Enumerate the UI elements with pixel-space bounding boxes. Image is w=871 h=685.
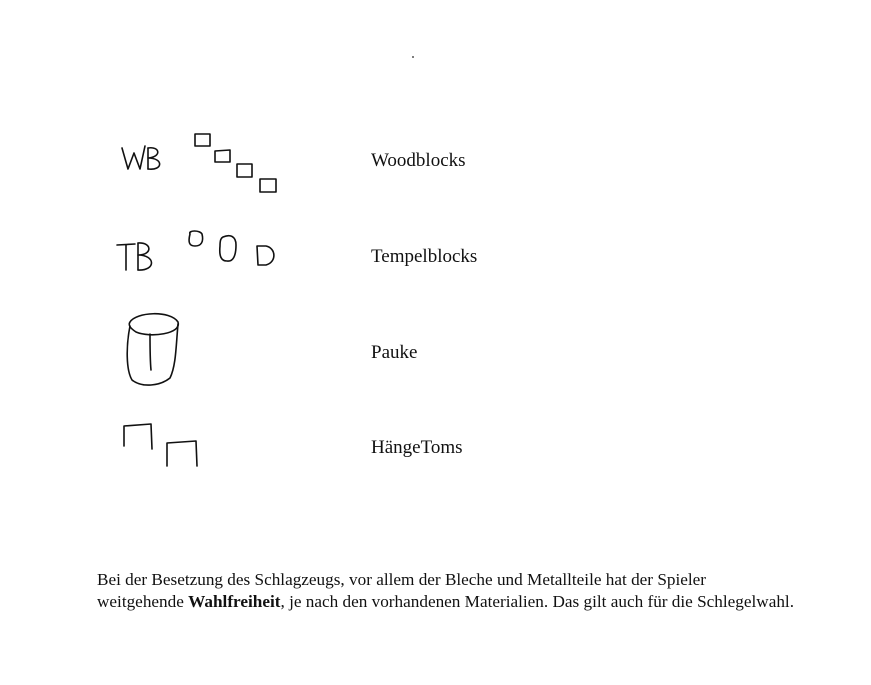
woodblocks-sketch-icon: [195, 134, 276, 192]
note-text-before: Bei der Besetzung des Schlagzeugs, vor allem der Bleche und Metallteile hat der Spieler weitgehende: [97, 570, 715, 612]
pauke-label: Pauke: [371, 342, 418, 363]
woodblocks-label: Woodblocks: [371, 150, 466, 171]
performance-note: [97, 569, 797, 613]
tb-handwritten-abbr: [117, 243, 152, 270]
pauke-drum-sketch-icon: [127, 314, 178, 385]
tempelblocks-label: Tempelblocks: [371, 246, 478, 267]
note-emphasis: Wahlfreiheit: [188, 592, 281, 612]
haengetoms-sketch-icon: [124, 424, 197, 466]
wb-handwritten-abbr: [122, 146, 160, 169]
haengetoms-label: HängeToms: [371, 437, 463, 458]
note-text-after: , je nach den vorhandenen Materialien. Das gilt auch für die Schlegelwahl.: [280, 592, 794, 612]
tempelblocks-sketch-icon: [189, 231, 274, 265]
